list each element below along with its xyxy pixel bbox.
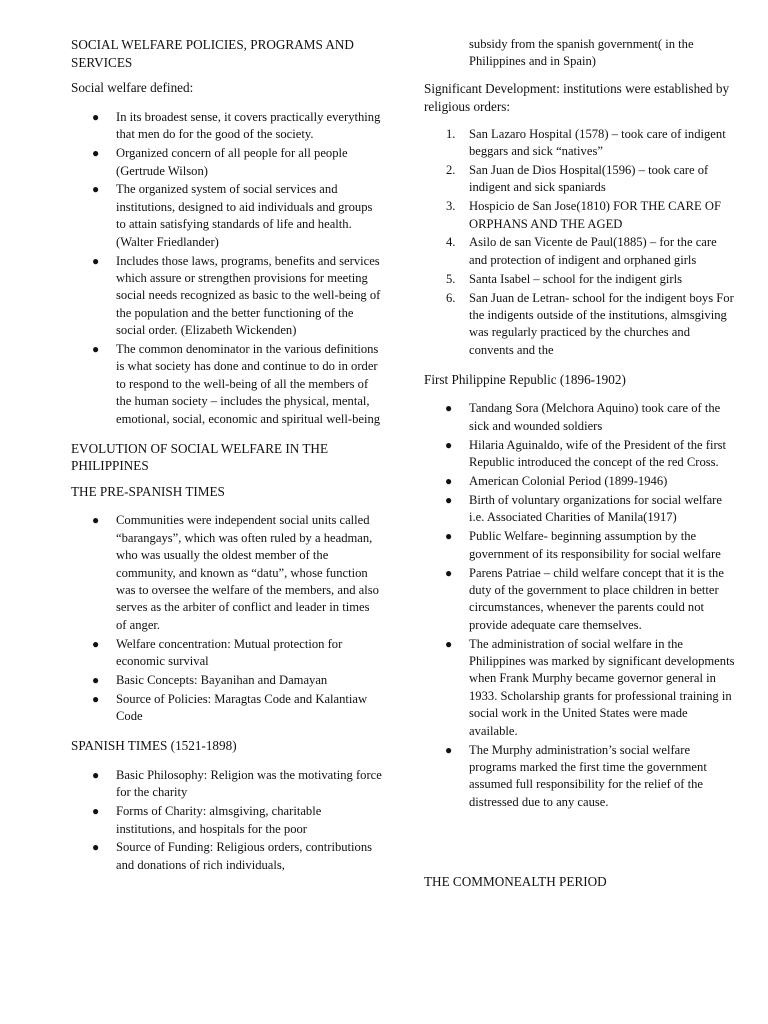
defined-label: Social welfare defined: <box>71 80 194 96</box>
bullet-icon: ● <box>92 673 100 688</box>
republic-heading: First Philippine Republic (1896-1902) <box>424 371 626 387</box>
bullet-icon: ● <box>92 691 100 706</box>
list-item: ● The administration of social welfare in the Philippines was marked by significant developments when Frank Murphy became governor general in 1933. Scholarship grants for professional training in social work in the United States were made available. <box>445 636 735 738</box>
continuation-text: subsidy from the spanish government( in the Philippines and in Spain) <box>469 37 694 69</box>
bullet-icon: ● <box>92 253 100 268</box>
bullet-icon: ● <box>92 146 100 161</box>
list-item: ● Basic Philosophy: Religion was the motivating force for the charity <box>92 767 382 800</box>
list-item: ● Includes those laws, programs, benefits and services which assure or strengthen provisions for meeting social needs recognized as basic to the well-being of the population and the better functioning of the social order. (Elizabeth Wickenden) <box>92 253 381 338</box>
list-item: 1. San Lazaro Hospital (1578) – took care of indigent beggars and sick “natives” <box>446 126 726 158</box>
list-item: ● Welfare concentration: Mutual protection for economic survival <box>92 636 343 669</box>
spanish-heading: SPANISH TIMES (1521-1898) <box>71 738 237 754</box>
list-item: ● Organized concern of all people for all people (Gertrude Wilson) <box>92 146 348 178</box>
left-column <box>71 36 383 876</box>
list-item: ● Parens Patriae – child welfare concept that it is the duty of the government to place children in better circumstances, whenever the parents could not provide adequate care themselves. <box>445 565 724 632</box>
list-item: ● Tandang Sora (Melchora Aquino) took care of the sick and wounded soldiers <box>445 401 721 433</box>
institutions-list <box>424 126 736 360</box>
list-item: ● The organized system of social services and institutions, designed to aid individuals and groups to attain satisfying standards of life and health. (Walter Friedlander) <box>92 182 373 249</box>
prespanish-list <box>71 512 383 725</box>
bullet-icon: ● <box>92 636 100 651</box>
list-item: 6. San Juan de Letran- school for the indigent boys For the indigents outside of the institutions, almsgiving was regularly practiced by the churches and convents and the <box>446 290 734 357</box>
list-item: ● Forms of Charity: almsgiving, charitable institutions, and hospitals for the poor <box>92 804 322 836</box>
list-item: ● Hilaria Aguinaldo, wife of the President of the first Republic introduced the concept of the red Cross. <box>445 437 727 470</box>
list-item: ● Communities were independent social units called “barangays”, which was often ruled by a headman, who was usually the oldest member of the community, and known as “datu”, whose function was to oversee the welfare of the members, and also serves as the arbiter of conflict and leader in times of anger. <box>92 513 379 632</box>
list-item: ● Birth of voluntary organizations for social welfare i.e. Associated Charities of Manila(1917) <box>445 492 722 525</box>
bullet-icon: ● <box>92 109 100 124</box>
bullet-icon: ● <box>92 513 100 528</box>
bullet-icon: ● <box>92 342 100 357</box>
list-item: ● In its broadest sense, it covers practically everything that men do for the good of the society. <box>92 109 381 142</box>
republic-list <box>424 400 736 811</box>
list-item: 4. Asilo de san Vicente de Paul(1885) – for the care and protection of indigent and orphaned girls <box>446 235 717 267</box>
commonwealth-heading: THE COMMONEALTH PERIOD <box>424 873 607 889</box>
bullet-icon: ● <box>445 636 453 651</box>
list-item: ● The Murphy administration’s social welfare programs marked the first time the government assumed full responsibility for the relief of the distressed due to any cause. <box>445 742 707 809</box>
evolution-heading: EVOLUTION OF SOCIAL WELFARE IN THE PHILIPPINES <box>71 440 329 474</box>
bullet-icon: ● <box>445 492 453 507</box>
bullet-icon: ● <box>92 767 100 782</box>
significant-development: Significant Development: institutions were established by religious orders: <box>424 81 730 114</box>
bullet-icon: ● <box>445 565 453 580</box>
bullet-icon: ● <box>445 474 453 488</box>
bullet-icon: ● <box>92 804 100 819</box>
spanish-list <box>71 767 383 874</box>
list-item: ● Source of Funding: Religious orders, contributions and donations of rich individuals, <box>92 840 373 872</box>
list-item: ● Source of Policies: Maragtas Code and Kalantiaw Code <box>92 691 368 724</box>
prespanish-heading: THE PRE-SPANISH TIMES <box>71 483 225 499</box>
bullet-icon: ● <box>445 529 453 544</box>
list-item: ● American Colonial Period (1899-1946) <box>424 473 736 490</box>
definitions-list <box>71 109 383 428</box>
document-title: SOCIAL WELFARE POLICIES, PROGRAMS AND SERVICES <box>71 37 354 70</box>
bullet-icon: ● <box>445 401 453 416</box>
list-item: ● Basic Concepts: Bayanihan and Damayan <box>71 672 383 689</box>
list-item: 5. Santa Isabel – school for the indigent girls <box>446 271 682 286</box>
list-item: ● The common denominator in the various definitions is what society has done and continue to do in order to respond to the well-being of all the members of the human society – includes the physical, mental, emotional, social, economic and spiritual well-being <box>92 342 381 426</box>
bullet-icon: ● <box>445 437 453 452</box>
list-item: 3. Hospicio de San Jose(1810) FOR THE CARE OF ORPHANS AND THE AGED <box>446 199 721 231</box>
continuation-block <box>424 36 736 71</box>
bullet-icon: ● <box>445 742 453 757</box>
bullet-icon: ● <box>92 182 100 197</box>
right-column <box>424 36 736 890</box>
list-item: ● Public Welfare- beginning assumption by the government of its responsibility for social welfare <box>445 529 721 561</box>
bullet-icon: ● <box>92 840 100 855</box>
list-item: 2. San Juan de Dios Hospital(1596) – took care of indigent and sick spaniards <box>446 162 709 195</box>
